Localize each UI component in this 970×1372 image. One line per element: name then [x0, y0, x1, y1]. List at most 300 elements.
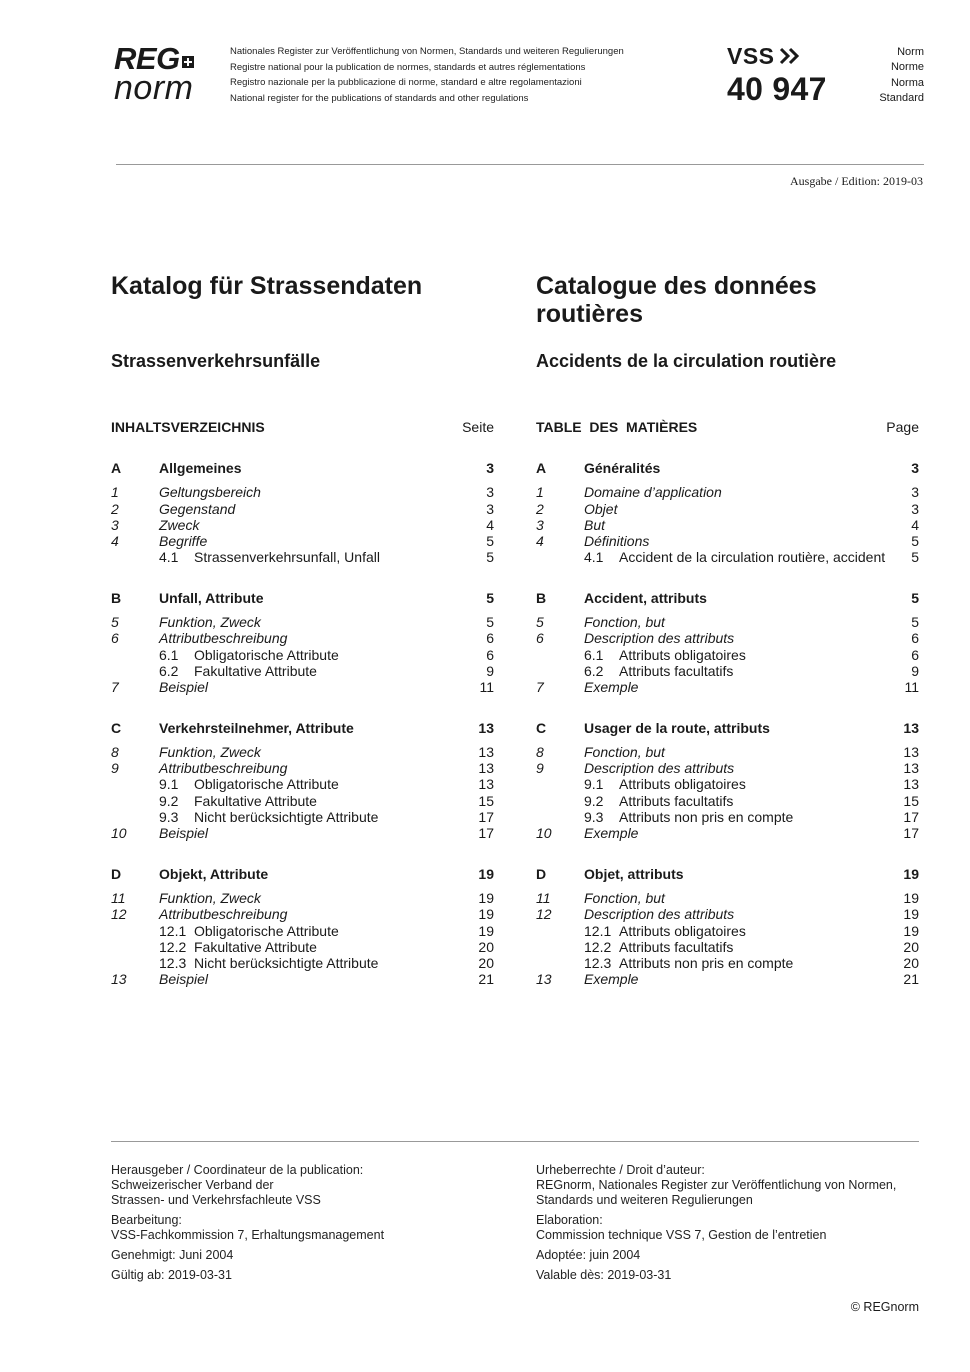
toc-section-heading[interactable]: [111, 720, 494, 736]
toc-page-number: 17: [903, 825, 919, 842]
toc-number: 12: [111, 906, 127, 923]
toc-heading-de: [111, 419, 494, 435]
toc-text-container: [159, 647, 464, 663]
toc-number: 8: [536, 743, 544, 760]
toc-entry[interactable]: [536, 890, 919, 906]
logo-norm-text: norm: [114, 69, 194, 107]
toc-title: Objet, attributs: [584, 865, 684, 882]
toc-subnumber: 9.3: [159, 809, 179, 826]
toc-page-number: 11: [479, 679, 494, 696]
toc-title: Exemple: [584, 971, 639, 988]
toc-page-number: 5: [911, 614, 919, 631]
toc-page-number: 15: [478, 792, 494, 809]
toc-subnumber: 9.2: [584, 792, 604, 809]
toc-title: Attributs obligatoires: [619, 646, 746, 663]
toc-subentry[interactable]: [111, 549, 494, 565]
register-description: [230, 44, 624, 106]
toc-entry[interactable]: [111, 971, 494, 987]
toc-page-number: 13: [903, 743, 919, 760]
toc-title: Accident de la circulation routière, accident: [619, 549, 886, 566]
toc-number: C: [111, 719, 122, 736]
toc-number: B: [536, 589, 547, 606]
toc-section-heading[interactable]: [536, 460, 919, 476]
toc-title: Verkehrsteilnehmer, Attribute: [159, 719, 354, 736]
vss-logo-text: VSS: [727, 43, 775, 69]
toc-subentry[interactable]: [111, 955, 494, 971]
toc-number: 13: [111, 971, 127, 988]
toc-text-container: [159, 517, 464, 533]
toc-subentry[interactable]: [536, 663, 919, 679]
toc-entry[interactable]: [111, 533, 494, 549]
toc-text-container: [584, 866, 889, 882]
toc-text-container: [159, 533, 464, 549]
toc-title: Attributs obligatoires: [619, 776, 746, 793]
toc-title: Beispiel: [159, 679, 209, 696]
toc-subentry[interactable]: [111, 663, 494, 679]
toc-number: B: [111, 589, 122, 606]
toc-section-heading[interactable]: [536, 590, 919, 606]
toc-subentry[interactable]: [536, 923, 919, 939]
toc-label-de: INHALTSVERZEICHNIS: [111, 419, 265, 435]
toc-entry[interactable]: [111, 744, 494, 760]
toc-entry[interactable]: [111, 614, 494, 630]
toc-page-number: 17: [478, 809, 494, 826]
toc-title: Attributs facultatifs: [619, 938, 734, 955]
toc-entry[interactable]: [536, 760, 919, 776]
toc-entry[interactable]: [536, 825, 919, 841]
toc-title: Fakultative Attribute: [194, 792, 317, 809]
toc-page-number: 20: [478, 955, 494, 972]
toc-title: Attributs facultatifs: [619, 792, 734, 809]
toc-page-number: 3: [486, 484, 494, 501]
toc-text-container: [584, 663, 889, 679]
toc-number: 3: [536, 516, 544, 533]
toc-number: 2: [111, 500, 119, 517]
toc-title: Description des attributs: [584, 760, 735, 777]
toc-text-container: [159, 501, 464, 517]
footer-divider: [111, 1141, 919, 1142]
toc-subnumber: 4.1: [584, 549, 604, 566]
toc-page-number: 19: [478, 889, 494, 906]
toc-text-container: [584, 549, 889, 565]
toc-page-number: 13: [478, 719, 494, 736]
footer-fr: [536, 1163, 936, 1288]
toc-entry[interactable]: [111, 825, 494, 841]
toc-text-container: [159, 955, 464, 971]
toc-title: Fonction, but: [584, 889, 665, 906]
toc-title: Beispiel: [159, 825, 209, 842]
toc-title: Description des attributs: [584, 630, 735, 647]
footer-block: Urheberrechte / Droit d’auteur: REGnorm, Nationales Register zur Veröffentlichung von Normen, Standards und weiteren Regulierungen: [536, 1163, 897, 1207]
toc-page-number: 21: [903, 971, 919, 988]
toc-subentry[interactable]: [536, 939, 919, 955]
toc-number: 10: [536, 825, 552, 842]
toc-number: 1: [111, 484, 119, 501]
toc-title: Zweck: [159, 516, 200, 533]
toc-text-container: [584, 809, 889, 825]
norm-number: 40 947: [727, 71, 827, 107]
toc-text-container: [584, 776, 889, 792]
toc-section: [536, 866, 919, 988]
toc-text-container: [584, 971, 889, 987]
toc-text-container: [159, 971, 464, 987]
toc-title: Nicht berücksichtigte Attribute: [194, 955, 379, 972]
toc-page-number: 13: [903, 776, 919, 793]
toc-number: 6: [536, 630, 544, 647]
toc-section: [111, 866, 494, 988]
toc-subnumber: 12.1: [584, 922, 612, 939]
toc-entry[interactable]: [536, 744, 919, 760]
toc-page-number: 19: [903, 865, 919, 882]
toc-title: Accident, attributs: [584, 589, 707, 606]
footer-block: Gültig ab: 2019-03-31: [111, 1268, 232, 1282]
toc-title: Obligatorische Attribute: [194, 646, 339, 663]
toc-number: C: [536, 719, 547, 736]
footer-block: Adoptée: juin 2004: [536, 1248, 641, 1262]
toc-text-container: [584, 614, 889, 630]
regnorm-logo: [114, 41, 214, 107]
toc-page-number: 13: [903, 760, 919, 777]
toc-title: Funktion, Zweck: [159, 743, 261, 760]
toc-text-container: [584, 630, 889, 646]
footer-block: Genehmigt: Juni 2004: [111, 1248, 234, 1262]
toc-title: Allgemeines: [159, 460, 242, 476]
toc-text-container: [159, 630, 464, 646]
copyright: © REGnorm: [850, 1300, 919, 1314]
toc-subentry[interactable]: [536, 793, 919, 809]
toc-subnumber: 6.2: [159, 662, 179, 679]
toc-subentry[interactable]: [536, 549, 919, 565]
toc-text-container: [584, 825, 889, 841]
toc-title: Geltungsbereich: [159, 484, 261, 501]
page-label-de: Seite: [462, 419, 494, 435]
toc-section: [111, 720, 494, 842]
register-line-de: Nationales Register zur Veröffentlichung von Normen, Standards und weiteren Regulierungen: [230, 46, 624, 57]
toc-text-container: [159, 590, 464, 606]
toc-subnumber: 9.2: [159, 792, 179, 809]
edition-date: Ausgabe / Edition: 2019-03: [790, 174, 923, 188]
toc-subnumber: 9.3: [584, 809, 604, 826]
toc-page-number: 6: [486, 646, 494, 663]
toc-title: Description des attributs: [584, 906, 735, 923]
toc-subnumber: 6.1: [584, 646, 604, 663]
toc-text-container: [584, 647, 889, 663]
toc-text-container: [159, 460, 464, 476]
toc-number: 3: [111, 516, 119, 533]
document-type-list: [879, 45, 924, 106]
toc-title: Fonction, but: [584, 743, 665, 760]
toc-text-container: [584, 484, 889, 500]
toc-page-number: 4: [486, 516, 494, 533]
toc-number: 5: [536, 614, 544, 631]
toc-title: Gegenstand: [159, 500, 236, 517]
toc-section-heading[interactable]: [111, 460, 494, 476]
toc-section: [111, 590, 494, 696]
toc-subnumber: 6.2: [584, 662, 604, 679]
toc-number: 12: [536, 906, 552, 923]
toc-text-container: [584, 744, 889, 760]
toc-page-number: 5: [911, 533, 919, 550]
toc-page-number: 9: [911, 662, 919, 679]
vss-arrows-icon: [778, 45, 800, 67]
toc-title: Objekt, Attribute: [159, 865, 269, 882]
toc-title: Unfall, Attribute: [159, 589, 264, 606]
toc-text-container: [584, 906, 889, 922]
toc-page-number: 3: [486, 460, 494, 476]
toc-section-heading[interactable]: [536, 866, 919, 882]
toc-number: 13: [536, 971, 552, 988]
title-fr: Catalogue des données routières: [536, 272, 817, 328]
footer-block: Herausgeber / Coordinateur de la publication: Schweizerischer Verband der Strassen- und Verkehrsfachleute VSS: [111, 1163, 364, 1207]
toc-title: Exemple: [584, 679, 639, 696]
footer-block: Elaboration: Commission technique VSS 7, Gestion de l’entretien: [536, 1213, 827, 1242]
toc-entry[interactable]: [536, 679, 919, 695]
toc-subnumber: 9.1: [159, 776, 179, 793]
toc-page-number: 6: [911, 646, 919, 663]
toc-entry[interactable]: [111, 517, 494, 533]
toc-title: Obligatorische Attribute: [194, 922, 339, 939]
toc-entry[interactable]: [111, 630, 494, 646]
toc-page-number: 11: [904, 679, 919, 696]
doc-type-en: Standard: [879, 91, 924, 104]
toc-number: D: [111, 865, 122, 882]
toc-subentry[interactable]: [536, 809, 919, 825]
register-line-en: National register for the publications of standards and other regulations: [230, 92, 529, 104]
toc-entry[interactable]: [111, 890, 494, 906]
toc-text-container: [584, 460, 889, 476]
toc-title: Objet: [584, 500, 618, 517]
toc-section-heading[interactable]: [111, 590, 494, 606]
toc-number: 7: [536, 679, 544, 696]
toc-subentry[interactable]: [111, 923, 494, 939]
toc-subnumber: 4.1: [159, 549, 179, 566]
toc-list-de: [111, 460, 494, 1012]
toc-entry[interactable]: [536, 906, 919, 922]
toc-page-number: 17: [903, 809, 919, 826]
toc-page-number: 13: [903, 719, 919, 736]
toc-title: Beispiel: [159, 971, 209, 988]
toc-title: Exemple: [584, 825, 639, 842]
toc-section-heading[interactable]: [111, 866, 494, 882]
toc-text-container: [584, 955, 889, 971]
toc-text-container: [584, 533, 889, 549]
toc-list-fr: [536, 460, 919, 1012]
swiss-cross-icon: [182, 56, 194, 68]
toc-title: Funktion, Zweck: [159, 889, 261, 906]
toc-title: Généralités: [584, 460, 661, 476]
toc-number: 10: [111, 825, 127, 842]
toc-text-container: [584, 760, 889, 776]
toc-text-container: [584, 923, 889, 939]
toc-text-container: [159, 809, 464, 825]
toc-page-number: 17: [478, 825, 494, 842]
toc-text-container: [159, 744, 464, 760]
toc-section-heading[interactable]: [536, 720, 919, 736]
toc-entry[interactable]: [536, 484, 919, 500]
toc-page-number: 13: [478, 743, 494, 760]
toc-title: But: [584, 516, 606, 533]
toc-subnumber: 12.1: [159, 922, 187, 939]
toc-title: Funktion, Zweck: [159, 614, 261, 631]
toc-title: Obligatorische Attribute: [194, 776, 339, 793]
toc-title: Begriffe: [159, 533, 208, 550]
toc-page-number: 19: [903, 922, 919, 939]
toc-page-number: 5: [911, 589, 919, 606]
toc-number: 4: [111, 533, 119, 550]
toc-page-number: 20: [903, 955, 919, 972]
toc-text-container: [584, 590, 889, 606]
toc-title: Domaine d’application: [584, 484, 722, 501]
toc-number: 9: [111, 760, 119, 777]
toc-page-number: 15: [903, 792, 919, 809]
toc-title: Fakultative Attribute: [194, 662, 317, 679]
toc-page-number: 3: [486, 500, 494, 517]
toc-page-number: 19: [903, 889, 919, 906]
toc-number: 6: [111, 630, 119, 647]
toc-page-number: 5: [486, 549, 494, 566]
toc-text-container: [584, 679, 889, 695]
toc-text-container: [159, 793, 464, 809]
toc-page-number: 5: [911, 549, 919, 566]
toc-text-container: [584, 793, 889, 809]
toc-entry[interactable]: [111, 679, 494, 695]
toc-text-container: [584, 890, 889, 906]
subtitle-de: Strassenverkehrsunfälle: [111, 351, 321, 371]
toc-text-container: [159, 760, 464, 776]
toc-page-number: 13: [478, 776, 494, 793]
toc-page-number: 3: [911, 500, 919, 517]
toc-text-container: [159, 679, 464, 695]
toc-section: [536, 460, 919, 566]
toc-number: 2: [536, 500, 544, 517]
toc-number: 4: [536, 533, 544, 550]
toc-text-container: [159, 484, 464, 500]
toc-title: Nicht berücksichtigte Attribute: [194, 809, 379, 826]
toc-text-container: [159, 890, 464, 906]
toc-title: Attributs non pris en compte: [619, 955, 794, 972]
toc-subentry[interactable]: [111, 647, 494, 663]
toc-subnumber: 9.1: [584, 776, 604, 793]
toc-title: Attributbeschreibung: [159, 630, 288, 647]
toc-number: D: [536, 865, 547, 882]
toc-number: 5: [111, 614, 119, 631]
toc-page-number: 3: [911, 460, 919, 476]
toc-heading-fr: [536, 419, 919, 435]
toc-entry[interactable]: [536, 533, 919, 549]
toc-text-container: [584, 501, 889, 517]
toc-number: 11: [111, 889, 126, 906]
toc-page-number: 5: [486, 589, 494, 606]
toc-entry[interactable]: [111, 501, 494, 517]
toc-subnumber: 6.1: [159, 646, 179, 663]
toc-title: Attributs facultatifs: [619, 662, 734, 679]
toc-text-container: [159, 923, 464, 939]
toc-text-container: [159, 549, 464, 565]
toc-number: A: [536, 460, 547, 476]
footer-block: Bearbeitung: VSS-Fachkommission 7, Erhaltungsmanagement: [111, 1213, 385, 1242]
toc-subnumber: 12.2: [159, 938, 187, 955]
toc-page-number: 19: [478, 865, 494, 882]
toc-title: Strassenverkehrsunfall, Unfall: [194, 549, 380, 566]
toc-subentry[interactable]: [111, 939, 494, 955]
toc-section: [536, 720, 919, 842]
title-de: Katalog für Strassendaten: [111, 272, 423, 300]
toc-page-number: 5: [486, 614, 494, 631]
toc-number: 11: [536, 889, 551, 906]
toc-page-number: 9: [486, 662, 494, 679]
toc-text-container: [584, 517, 889, 533]
toc-text-container: [584, 720, 889, 736]
toc-entry[interactable]: [536, 517, 919, 533]
toc-entry[interactable]: [111, 760, 494, 776]
page-label-fr: Page: [886, 419, 919, 435]
toc-subentry[interactable]: [111, 793, 494, 809]
toc-text-container: [159, 939, 464, 955]
toc-number: 7: [111, 679, 119, 696]
toc-entry[interactable]: [536, 614, 919, 630]
toc-page-number: 3: [911, 484, 919, 501]
toc-entry[interactable]: [536, 971, 919, 987]
toc-title: Attributbeschreibung: [159, 760, 288, 777]
toc-subnumber: 12.3: [159, 955, 187, 972]
toc-subnumber: 12.2: [584, 938, 612, 955]
toc-entry[interactable]: [536, 630, 919, 646]
vss-logo: [727, 44, 800, 68]
toc-text-container: [159, 866, 464, 882]
toc-text-container: [159, 720, 464, 736]
toc-text-container: [159, 825, 464, 841]
toc-number: 9: [536, 760, 544, 777]
logo-reg-text: REG: [114, 41, 180, 76]
doc-type-fr: Norme: [890, 61, 924, 74]
toc-title: Définitions: [584, 533, 650, 550]
toc-subentry[interactable]: [536, 955, 919, 971]
toc-title: Usager de la route, attributs: [584, 719, 770, 736]
toc-page-number: 6: [911, 630, 919, 647]
toc-entry[interactable]: [111, 906, 494, 922]
toc-page-number: 19: [478, 922, 494, 939]
toc-page-number: 5: [486, 533, 494, 550]
toc-title: Attributs obligatoires: [619, 922, 746, 939]
toc-text-container: [159, 776, 464, 792]
toc-subnumber: 12.3: [584, 955, 612, 972]
toc-title: Attributs non pris en compte: [619, 809, 794, 826]
toc-subentry[interactable]: [111, 776, 494, 792]
toc-page-number: 13: [478, 760, 494, 777]
toc-text-container: [584, 939, 889, 955]
toc-text-container: [159, 614, 464, 630]
doc-type-it: Norma: [890, 76, 924, 89]
toc-page-number: 19: [478, 906, 494, 923]
toc-subentry[interactable]: [536, 776, 919, 792]
toc-page-number: 20: [903, 938, 919, 955]
toc-text-container: [159, 663, 464, 679]
toc-page-number: 21: [478, 971, 494, 988]
toc-entry[interactable]: [111, 484, 494, 500]
toc-subentry[interactable]: [111, 809, 494, 825]
toc-subentry[interactable]: [536, 647, 919, 663]
doc-type-de: Norm: [897, 46, 924, 58]
subtitle-fr: Accidents de la circulation routière: [536, 351, 837, 371]
toc-page-number: 6: [486, 630, 494, 647]
footer-de: [111, 1163, 494, 1288]
toc-label-fr: TABLE DES MATIÈRES: [536, 419, 698, 435]
toc-section: [536, 590, 919, 696]
toc-title: Fakultative Attribute: [194, 938, 317, 955]
toc-entry[interactable]: [536, 501, 919, 517]
header-divider: [116, 164, 924, 165]
toc-number: 8: [111, 743, 119, 760]
